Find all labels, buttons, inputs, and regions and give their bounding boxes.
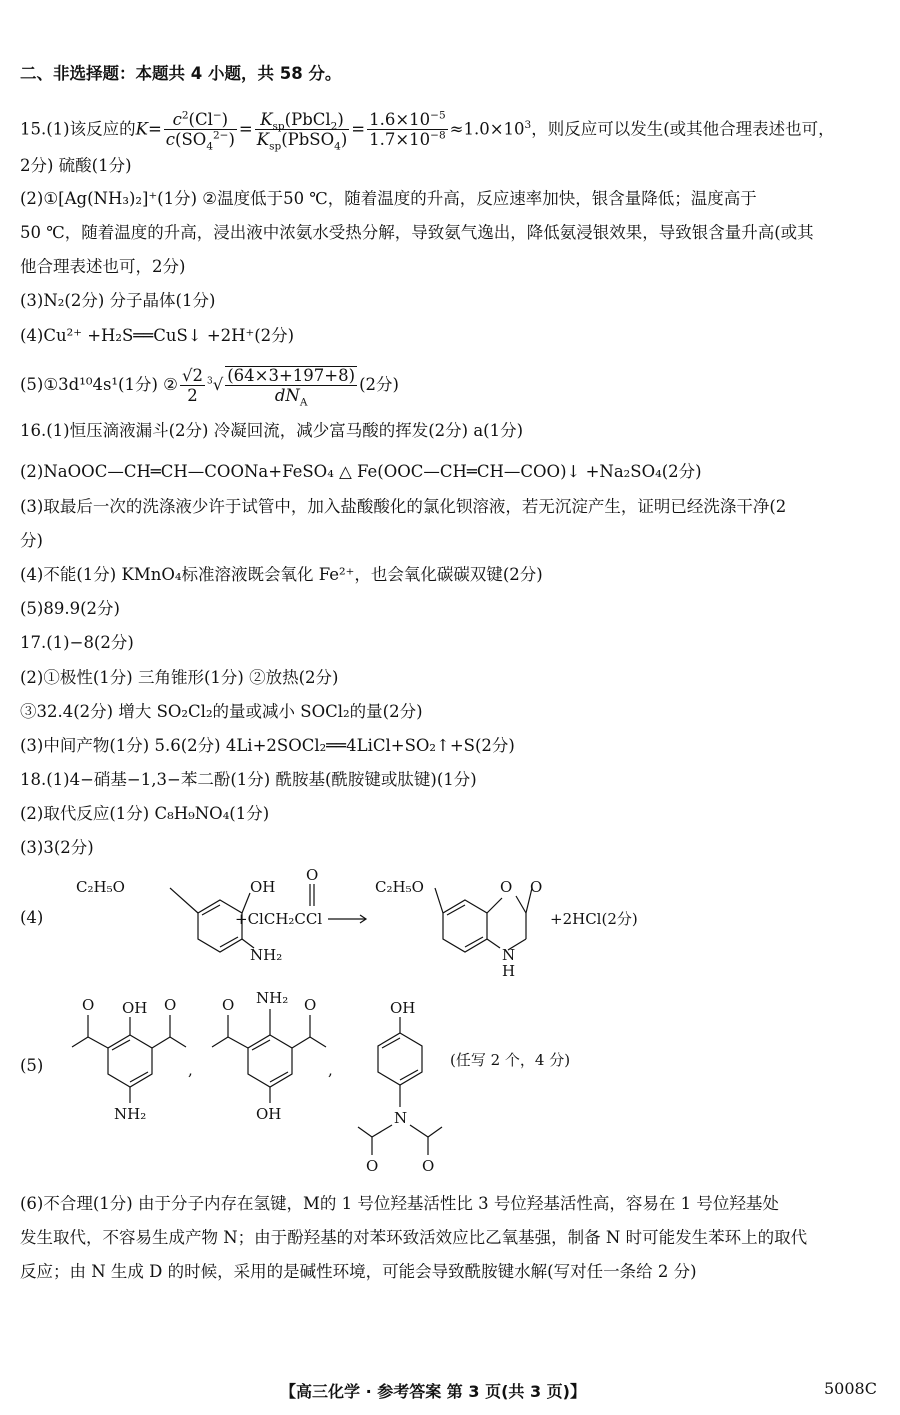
q18-part3: (3)3(2分) (20, 838, 94, 857)
q16-part3-l1: (3)取最后一次的洗涤液少许于试管中，加入盐酸酸化的氯化钡溶液，若无沉淀产生，证明已经洗涤干净(2 (20, 497, 787, 516)
q16-part5: (5)89.9(2分) (20, 599, 120, 618)
q15-part5 (20, 365, 399, 409)
svg-text:O: O (530, 878, 543, 896)
svg-text:O: O (366, 1157, 379, 1175)
svg-text:NH₂: NH₂ (250, 946, 283, 964)
q15-prefix: 15.(1)该反应的 (20, 119, 136, 139)
section-header: 二、非选择题：本题共 4 小题，共 58 分。 (20, 64, 342, 83)
q15-part2-l2: 50 ℃，随着温度的升高，浸出液中浓氨水受热分解，导致氨气逸出，降低氨浸银效果，导致银含量升高(或其 (20, 223, 814, 242)
ksp-ratio: $\frac{K_{sp}(PbCl_2)}{K_{sp}(PbSO_4)}$ (256, 110, 348, 153)
svg-text:N: N (502, 946, 516, 964)
svg-text:O: O (164, 996, 177, 1014)
q17-part1: 17.(1)−8(2分) (20, 633, 134, 652)
q15-part4: (4)Cu²⁺ +H₂S══CuS↓ +2H⁺(2分) (20, 326, 295, 345)
isomer-note: (任写 2 个，4 分) (450, 1051, 571, 1069)
q18-part6-l1: (6)不合理(1分) 由于分子内存在氢键，M的 1 号位羟基活性比 3 号位羟基活性高，容易在 1 号位羟基处 (20, 1194, 779, 1213)
isomer-structures (70, 985, 630, 1180)
q18-part2: (2)取代反应(1分) C₈H₉NO₄(1分) (20, 804, 270, 823)
svg-text:O: O (500, 878, 513, 896)
svg-text:O: O (82, 996, 95, 1014)
cube-root: $^3$√ $\frac{(64\times 3+197+8)}{dN_A}$ (206, 366, 356, 409)
svg-text:OH: OH (250, 878, 276, 896)
q17-part3: (3)中间产物(1分) 5.6(2分) 4Li+2SOCl₂══4LiCl+SO₂↑+S(2分) (20, 736, 515, 755)
q15-tail: ，则反应可以发生(或其他合理表述也可， (531, 119, 835, 139)
footer-title: 【高三化学 · 参考答案 第 3 页(共 3 页)】 (280, 1382, 586, 1401)
q16-part3-l2: 分) (20, 531, 43, 550)
k-expression: $\frac{c^2(Cl^-)}{c(SO_4^{2-})}$ (165, 109, 235, 153)
sqrt2-over-2: $\frac{√2}{2}$ (181, 365, 203, 405)
q18-part6-l2: 发生取代，不容易生成产物 N；由于酚羟基的对苯环致活效应比乙氧基强，制备 N 时可能发生苯环上的取代 (20, 1228, 808, 1247)
q16-part2: (2)NaOOC—CH═CH—COONa+FeSO₄ △ Fe(OOC—CH═CH—COO)↓ +Na₂SO₄(2分) (20, 462, 702, 481)
q16-part4: (4)不能(1分) KMnO₄标准溶液既会氧化 Fe²⁺，也会氧化碳碳双键(2分) (20, 565, 543, 584)
svg-text:OH: OH (390, 999, 416, 1017)
q17-part2: (2)①极性(1分) 三角锥形(1分) ②放热(2分) (20, 668, 339, 687)
svg-text:NH₂: NH₂ (114, 1105, 147, 1123)
q15-part5-a: (5)①3d¹⁰4s¹(1分) ② (20, 374, 178, 394)
svg-text:H: H (502, 962, 516, 978)
svg-text:,: , (188, 1061, 193, 1079)
q18-part5-label: (5) (20, 1056, 44, 1075)
q15-part5-b: (2分) (359, 374, 399, 394)
q15-part2-l3: 他合理表述也可，2分) (20, 257, 186, 276)
svg-text:OH: OH (256, 1105, 282, 1123)
q15-part2-l1: (2)①[Ag(NH₃)₂]⁺(1分) ②温度低于50 ℃，随着温度的升高，反应速率加快，银含量降低；温度高于 (20, 189, 757, 208)
q15-part3: (3)N₂(2分) 分子晶体(1分) (20, 291, 216, 310)
svg-text:N: N (394, 1109, 408, 1127)
svg-text:O: O (222, 996, 235, 1014)
q18-part6-l3: 反应；由 N 生成 D 的时候，采用的是碱性环境，可能会导致酰胺键水解(写对任一条给 2 分) (20, 1262, 697, 1281)
svg-text:C₂H₅O: C₂H₅O (76, 878, 125, 896)
svg-text:O: O (306, 868, 319, 884)
svg-text:O: O (304, 996, 317, 1014)
q17-part2b: ③32.4(2分) 增大 SO₂Cl₂的量或减小 SOCl₂的量(2分) (20, 702, 423, 721)
svg-text:O: O (422, 1157, 435, 1175)
q16-part1: 16.(1)恒压滴液漏斗(2分) 冷凝回流，减少富马酸的挥发(2分) a(1分) (20, 421, 524, 440)
svg-text:OH: OH (122, 999, 148, 1017)
svg-text:,: , (328, 1061, 333, 1079)
reagent: +ClCH₂CCl (235, 910, 323, 928)
product-hcl: +2HCl(2分) (550, 910, 638, 928)
ksp-values: $\frac{1.6\times 10^{-5}}{1.7\times 10^{-8}}$ (369, 109, 446, 150)
footer-code: 5008C (824, 1379, 877, 1398)
q18-part1: 18.(1)4−硝基−1,3−苯二酚(1分) 酰胺基(酰胺键或肽键)(1分) (20, 770, 477, 789)
q15-part1-cont: 2分) 硫酸(1分) (20, 156, 132, 175)
reaction-diagram (70, 868, 890, 978)
svg-text:C₂H₅O: C₂H₅O (375, 878, 424, 896)
q15-part1: 15.(1)该反应的K= $\frac{c^2(Cl^-)}{c(SO_4^{2-})}$ = $\frac{K_{sp}(PbCl_2)}{K_{sp}(PbSO_4)}$ = $\frac{1.6\times 10^{-5}}{1.7\times 10^{-8}}$ $\approx 1.0\times 10^3$，则反应可以发生(或其他合理表述也可， (20, 109, 835, 153)
svg-text:NH₂: NH₂ (256, 989, 289, 1007)
q18-part4-label: (4) (20, 908, 44, 927)
